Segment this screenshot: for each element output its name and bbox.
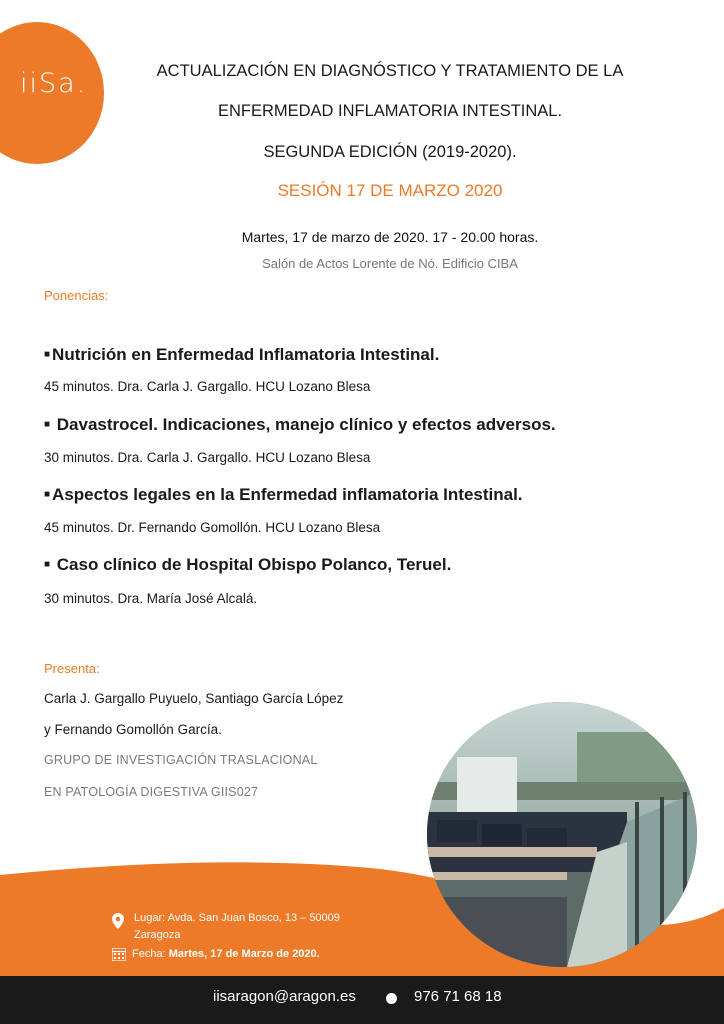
session-date: SESIÓN 17 DE MARZO 2020 (277, 181, 503, 200)
separator-dot-icon (386, 993, 397, 1004)
research-group-line-1: GRUPO DE INVESTIGACIÓN TRASLACIONAL (44, 753, 318, 767)
title-line-2: ENFERMEDAD INFLAMATORIA INTESTINAL. (217, 102, 563, 120)
talk-title: ■ Caso clínico de Hospital Obispo Polanco, Teruel. (44, 555, 452, 574)
footer-bar (0, 976, 724, 1024)
presenters-line-2: y Fernando Gomollón García. (44, 722, 222, 737)
location-pin-icon (112, 913, 124, 932)
calendar-icon (112, 948, 126, 964)
contact-phone[interactable]: 976 71 68 18 (414, 988, 502, 1005)
talk-title: ■ Nutrición en Enfermedad Inflamatoria Intestinal. (44, 345, 440, 364)
title-line-1: ACTUALIZACIÓN EN DIAGNÓSTICO Y TRATAMIENTO DE LA (156, 62, 624, 80)
location-city: Zaragoza (134, 929, 181, 941)
location-address: Lugar: Avda. San Juan Bosco, 13 – 50009 (134, 912, 340, 924)
title-line-3: SEGUNDA EDICIÓN (2019-2020). (263, 143, 517, 161)
bullet-icon: ■ (44, 489, 51, 500)
presenta-label: Presenta: (44, 661, 100, 676)
talk-detail: 45 minutos. Dr. Fernando Gomollón. HCU Lozano Blesa (44, 520, 381, 535)
event-date: Martes, 17 de marzo de 2020. 17 - 20.00 horas. (241, 229, 539, 245)
event-venue: Salón de Actos Lorente de Nó. Edificio CIBA (262, 256, 518, 271)
talk-detail: 30 minutos. Dra. María José Alcalá. (44, 591, 258, 606)
presenters-line-1: Carla J. Gargallo Puyuelo, Santiago García López (44, 691, 344, 706)
bullet-icon: ■ (44, 349, 51, 360)
contact-email[interactable]: iisaragon@aragon.es (213, 988, 356, 1005)
lecture-hall-photo (427, 702, 697, 967)
bullet-icon: ■ (44, 559, 51, 570)
talk-title: ■ Aspectos legales en la Enfermedad inflamatoria Intestinal. (44, 485, 523, 504)
talk-title: ■ Davastrocel. Indicaciones, manejo clínico y efectos adversos. (44, 415, 556, 434)
ponencias-label: Ponencias: (44, 288, 109, 303)
date-value: Martes, 17 de Marzo de 2020. (168, 948, 320, 960)
talk-detail: 30 minutos. Dra. Carla J. Gargallo. HCU Lozano Blesa (44, 450, 371, 465)
research-group-line-2: EN PATOLOGÍA DIGESTIVA GIIS027 (44, 785, 259, 799)
talk-detail: 45 minutos. Dra. Carla J. Gargallo. HCU Lozano Blesa (44, 379, 371, 394)
logo-text: iiSa. (20, 68, 88, 99)
bullet-icon: ■ (44, 419, 51, 430)
date-label: Fecha: (132, 948, 166, 960)
